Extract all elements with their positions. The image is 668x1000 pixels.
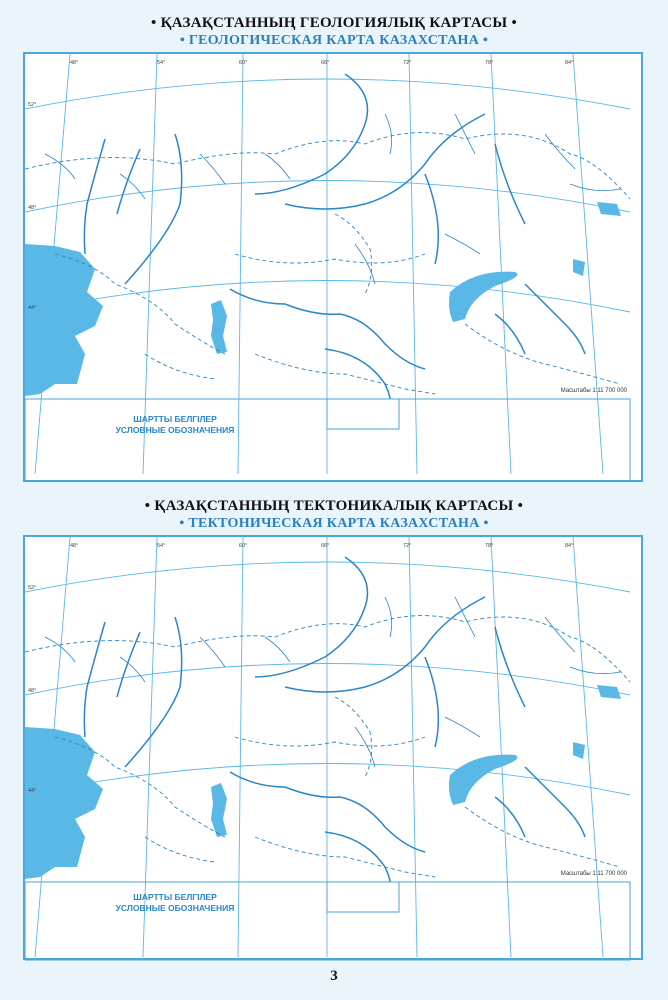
map2-scale: Масштабы 1:11 700 000	[560, 871, 627, 877]
meridian-label: 60°	[239, 60, 248, 66]
parallel-label: 48°	[28, 205, 37, 211]
map1-legend-title	[85, 414, 265, 436]
meridian-label: 54°	[157, 60, 166, 66]
parallel-label: 52°	[28, 585, 37, 591]
meridian-label: 84°	[565, 60, 574, 66]
meridian-label: 48°	[70, 60, 79, 66]
map1-title-kz: • ҚАЗАҚСТАННЫҢ ГЕОЛОГИЯЛЫҚ КАРТАСЫ •	[150, 15, 518, 31]
meridian-label: 54°	[157, 543, 166, 549]
meridian-label: 72°	[403, 543, 412, 549]
map1-title-block	[0, 14, 668, 49]
meridian-label: 84°	[565, 543, 574, 549]
map1-title-ru: • ГЕОЛОГИЧЕСКАЯ КАРТА КАЗАХСТАНА •	[179, 33, 489, 48]
parallel-label: 44°	[28, 788, 37, 794]
meridian-label: 78°	[485, 60, 494, 66]
geological-map	[23, 52, 643, 482]
meridian-label: 66°	[321, 543, 330, 549]
meridian-label: 72°	[403, 60, 412, 66]
map2-title-ru: • ТЕКТОНИЧЕСКАЯ КАРТА КАЗАХСТАНА •	[179, 516, 489, 531]
page-number: 3	[330, 968, 338, 984]
parallel-label: 48°	[28, 688, 37, 694]
map2-title-block	[0, 497, 668, 532]
map1-scale: Масштабы 1:11 700 000	[560, 388, 627, 394]
map2-legend-ru: УСЛОВНЫЕ ОБОЗНАЧЕНИЯ	[115, 903, 235, 913]
meridian-label: 66°	[321, 60, 330, 66]
map2-legend-kz: ШАРТТЫ БЕЛГІЛЕР	[133, 892, 217, 902]
map1-legend-kz: ШАРТТЫ БЕЛГІЛЕР	[133, 414, 217, 424]
parallel-label: 44°	[28, 305, 37, 311]
parallel-label: 52°	[28, 102, 37, 108]
map1-legend-ru: УСЛОВНЫЕ ОБОЗНАЧЕНИЯ	[115, 425, 235, 435]
tectonic-map	[23, 535, 643, 960]
map2-title-kz: • ҚАЗАҚСТАННЫҢ ТЕКТОНИКАЛЫҚ КАРТАСЫ •	[144, 498, 524, 514]
meridian-label: 48°	[70, 543, 79, 549]
meridian-label: 60°	[239, 543, 248, 549]
map2-legend-title	[85, 892, 265, 914]
meridian-label: 78°	[485, 543, 494, 549]
